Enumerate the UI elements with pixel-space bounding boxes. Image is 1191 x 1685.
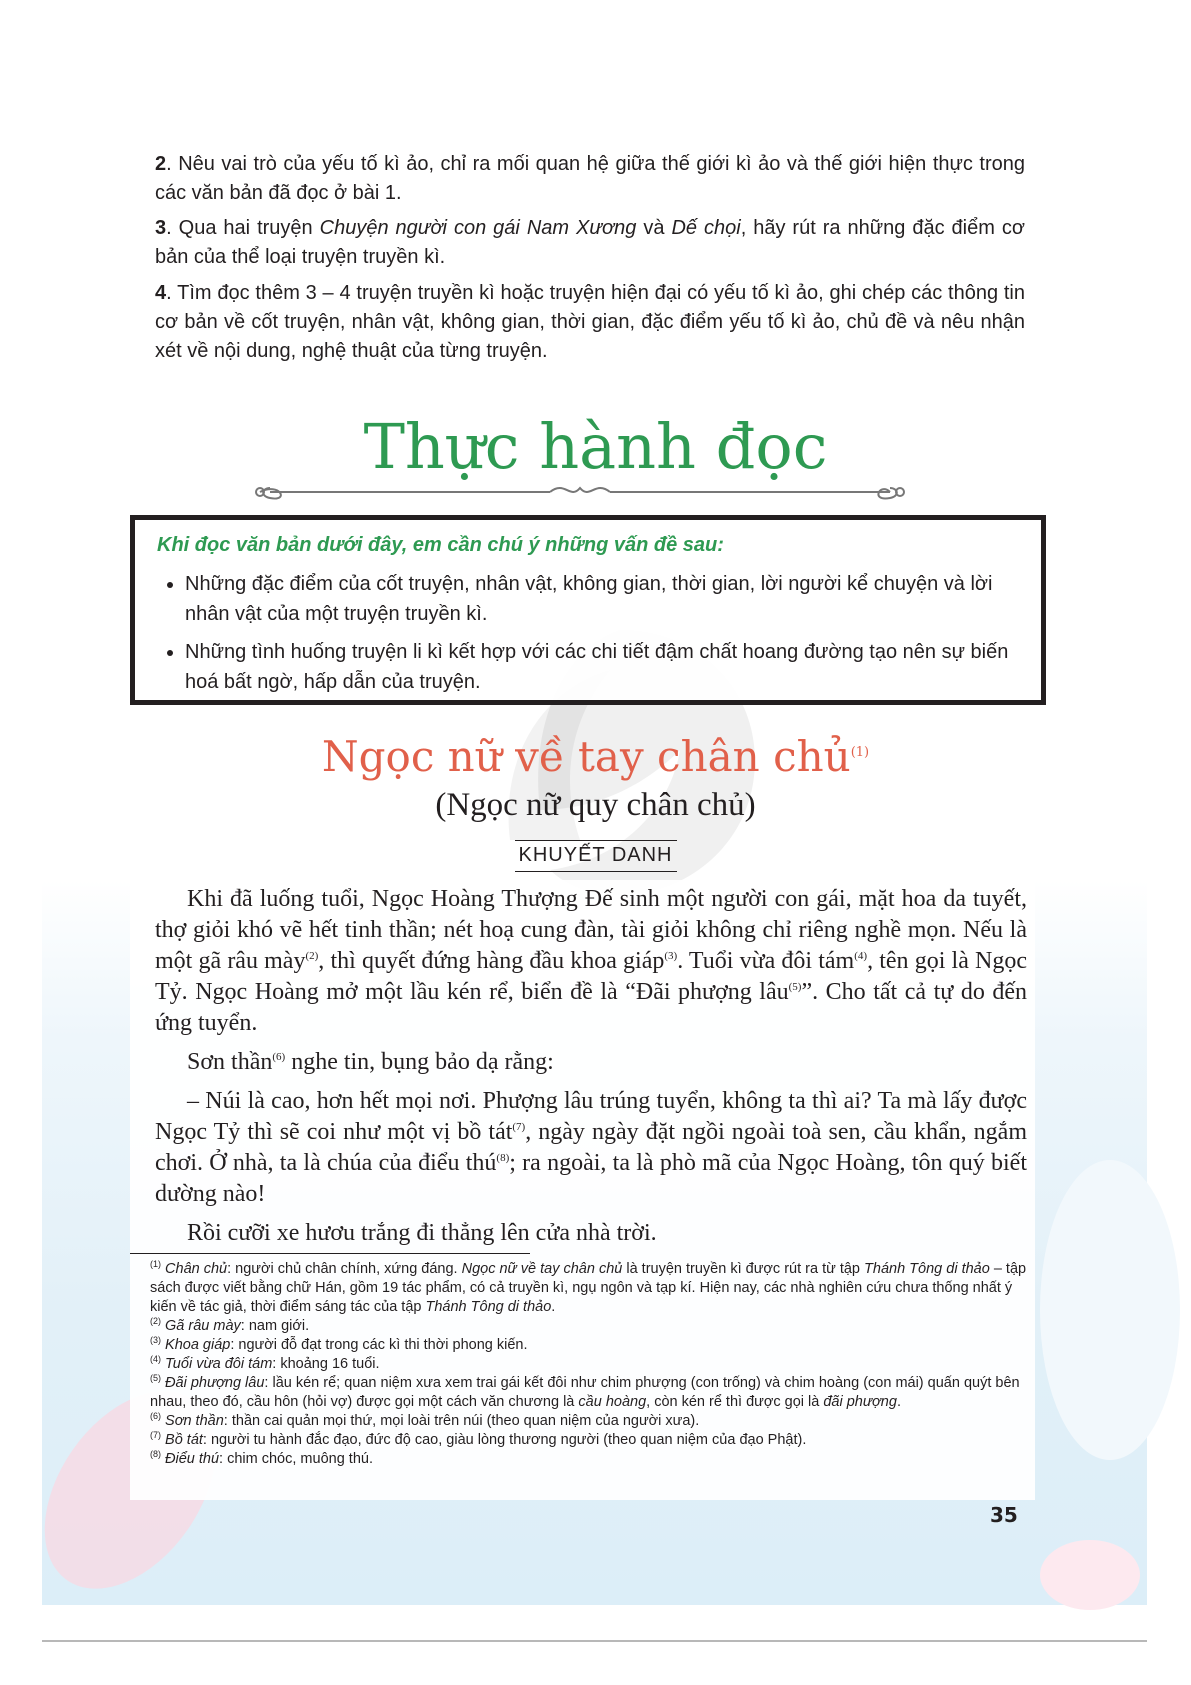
- footnote: $^{(4)}$ Tuổi vừa đôi tám: khoảng 16 tuổi.: [150, 1354, 380, 1372]
- question-4: 4. Tìm đọc thêm 3 – 4 truyện truyền kì hoặc truyện hiện đại có yếu tố kì ảo, ghi chép các thông tin cơ bản về cốt truyện, nhân vật, không gian, thời gian, đặc điểm yếu tố kì ảo, chủ đề và nêu nhận xét về nội dung, nghệ thuật của từng truyện.: [155, 282, 1025, 362]
- story-body: [155, 884, 1027, 1257]
- question-2: 2. Nêu vai trò của yếu tố kì ảo, chỉ ra mối quan hệ giữa thế giới kì ảo và thế giới hiện thực trong các văn bản đã đọc ở bài 1.: [155, 153, 1025, 204]
- story-author: KHUYẾT DANH: [0, 840, 1191, 872]
- footnote-rule: [130, 1253, 530, 1254]
- question-3: 3. Qua hai truyện Chuyện người con gái Nam Xương và Dế chọi, hãy rút ra những đặc điểm cơ bản của thể loại truyện truyền kì.: [155, 217, 1025, 268]
- story-subtitle: (Ngọc nữ quy chân chủ): [435, 787, 756, 823]
- notice-item: • Những tình huống truyện li kì kết hợp với các chi tiết đậm chất hoang đường tạo nên sự biến hoá bất ngờ, hấp dẫn của truyện.: [185, 637, 1019, 697]
- footnote: $^{(8)}$ Điểu thú: chim chóc, muông thú.: [150, 1449, 373, 1467]
- notice-title: Khi đọc văn bản dưới đây, em cần chú ý những vấn đề sau:: [157, 534, 724, 556]
- decor-blob: [1040, 1160, 1180, 1460]
- footnote: $^{(7)}$ Bồ tát: người tu hành đắc đạo, đức độ cao, giàu lòng thương người (theo quan niệm của đạo Phật).: [150, 1430, 807, 1448]
- footnote: $^{(3)}$ Khoa giáp: người đỗ đạt trong các kì thi thời phong kiến.: [150, 1335, 528, 1353]
- notice-item: • Những đặc điểm của cốt truyện, nhân vật, không gian, thời gian, lời người kể chuyện và lời nhân vật của một truyện truyền kì.: [185, 569, 1019, 629]
- story-title: Ngọc nữ về tay chân chủ$^{(1)}$: [321, 732, 870, 781]
- decor-blob: [1040, 1540, 1140, 1610]
- notice-list: [157, 569, 1019, 697]
- footnotes: [150, 1260, 1030, 1469]
- paragraph: – Núi là cao, hơn hết mọi nơi. Phượng lâu trúng tuyển, không ta thì ai? Ta mà lấy được Ngọc Tỷ thì sẽ coi như một vị bồ tát$^{(7)}$, ngày ngày đặt ngồi ngoài toà sen, cầu khẩn, ngắm chơi. Ở nhà, ta là chúa của điểu thú$^{(8)}$; ra ngoài, ta là phò mã của Ngọc Hoàng, tôn quý biết dường nào!: [155, 1088, 1028, 1207]
- footnote: $^{(2)}$ Gã râu mày: nam giới.: [150, 1316, 310, 1334]
- reading-notice-box: [130, 515, 1046, 705]
- footnote: $^{(1)}$ Chân chủ: người chủ chân chính, xứng đáng. Ngọc nữ về tay chân chủ là truyện truyền kì được rút ra từ tập Thánh Tông di thảo – tập sách được viết bằng chữ Hán, gồm 19 tác phẩm, có cả truyền kì, ngụ ngôn và tạp kí. Hiện nay, các nhà nghiên cứu chưa thống nhất ý kiến về tác giả, thời điểm sáng tác của tập Thánh Tông di thảo.: [150, 1259, 1027, 1315]
- page-number: 35: [990, 1503, 1018, 1527]
- section-title: Thực hành đọc: [363, 410, 828, 483]
- footnote: $^{(6)}$ Sơn thần: thần cai quản mọi thứ, mọi loài trên núi (theo quan niệm của người xưa).: [150, 1411, 700, 1429]
- paragraph: Sơn thần$^{(6)}$ nghe tin, bụng bảo dạ rằng:: [187, 1049, 554, 1075]
- ornament-divider: [250, 480, 910, 504]
- page-bottom-rule: [42, 1640, 1147, 1642]
- paragraph: Rồi cưỡi xe hươu trắng đi thẳng lên cửa nhà trời.: [187, 1220, 657, 1246]
- paragraph: Khi đã luống tuổi, Ngọc Hoàng Thượng Đế sinh một người con gái, mặt hoa da tuyết, thợ giỏi khó vẽ hết tinh thần; nét hoạ cung đàn, tài giỏi không chỉ riêng nghề mọn. Nếu là một gã râu mày$^{(2)}$, thì quyết đứng hàng đầu khoa giáp$^{(3)}$. Tuổi vừa đôi tám$^{(4)}$, tên gọi là Ngọc Tỷ. Ngọc Hoàng mở một lầu kén rể, biển đề là “Đãi phượng lâu$^{(5)}$”. Cho tất cả tự do đến ứng tuyển.: [155, 886, 1028, 1036]
- footnote: $^{(5)}$ Đãi phượng lâu: lầu kén rể; quan niệm xưa xem trai gái kết đôi như chim phượng (con trống) và chim hoàng (con mái) quấn quýt bên nhau, theo đó, cầu hôn (hỏi vợ) được gọi một cách văn chương là cầu hoàng, còn kén rể thì được gọi là đãi phượng.: [150, 1373, 1020, 1410]
